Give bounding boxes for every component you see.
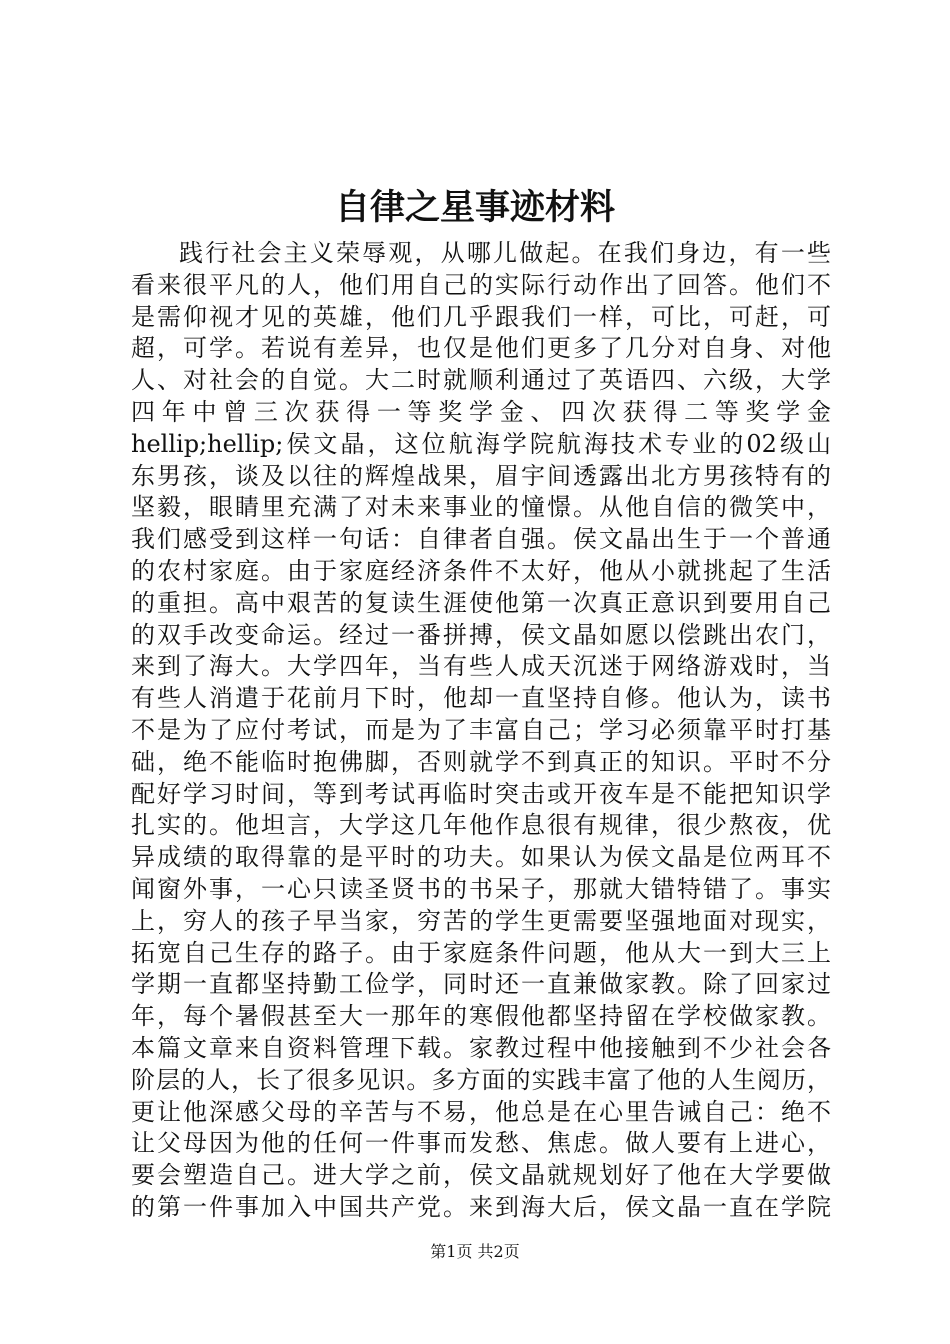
body-line-26: 本篇文章来自资料管理下载。家教过程中他接触到不少社会各 <box>131 1033 831 1062</box>
body-line-20: 异成绩的取得靠的是平时的功夫。如果认为侯文晶是位两耳不 <box>131 843 831 872</box>
body-line-7: hellip;hellip;侯文晶，这位航海学院航海技术专业的02级山 <box>131 429 831 458</box>
body-line-8: 东男孩，谈及以往的辉煌战果，眉宇间透露出北方男孩特有的 <box>131 461 831 490</box>
body-line-22: 上，穷人的孩子早当家，穷苦的学生更需要坚强地面对现实， <box>131 906 831 935</box>
body-line-29: 让父母因为他的任何一件事而发愁、焦虑。做人要有上进心， <box>131 1129 831 1158</box>
body-line-25: 年，每个暑假甚至大一那年的寒假他都坚持留在学校做家教。 <box>131 1002 831 1031</box>
body-line-10: 我们感受到这样一句话：自律者自强。侯文晶出生于一个普通 <box>131 525 831 554</box>
body-line-13: 的双手改变命运。经过一番拼搏，侯文晶如愿以偿跳出农门， <box>131 620 831 649</box>
body-line-11: 的农村家庭。由于家庭经济条件不太好，他从小就挑起了生活 <box>131 556 831 585</box>
body-line-24: 学期一直都坚持勤工俭学，同时还一直兼做家教。除了回家过 <box>131 970 831 999</box>
body-line-15: 有些人消遣于花前月下时，他却一直坚持自修。他认为，读书 <box>131 684 831 713</box>
body-line-27: 阶层的人，长了很多见识。多方面的实践丰富了他的人生阅历， <box>131 1065 831 1094</box>
body-line-3: 是需仰视才见的英雄，他们几乎跟我们一样，可比，可赶，可 <box>131 302 831 331</box>
body-line-1: 践行社会主义荣辱观，从哪儿做起。在我们身边，有一些 <box>179 239 831 267</box>
body-line-18: 配好学习时间，等到考试再临时突击或开夜车是不能把知识学 <box>131 779 831 808</box>
body-line-21: 闻窗外事，一心只读圣贤书的书呆子，那就大错特错了。事实 <box>131 874 831 903</box>
page-footer: 第1页 共2页 <box>430 1242 520 1261</box>
body-line-31: 的第一件事加入中国共产党。来到海大后，侯文晶一直在学院 <box>131 1192 831 1221</box>
body-line-4: 超，可学。若说有差异，也仅是他们更多了几分对自身、对他 <box>131 334 831 363</box>
body-line-6: 四年中曾三次获得一等奖学金、四次获得二等奖学金 <box>131 397 831 426</box>
document-title: 自律之星事迹材料 <box>334 188 615 228</box>
body-line-23: 拓宽自己生存的路子。由于家庭条件问题，他从大一到大三上 <box>131 938 831 967</box>
body-line-28: 更让他深感父母的辛苦与不易，他总是在心里告诫自己：绝不 <box>131 1097 831 1126</box>
body-line-14: 来到了海大。大学四年，当有些人成天沉迷于网络游戏时，当 <box>131 652 831 681</box>
body-line-19: 扎实的。他坦言，大学这几年他作息很有规律，很少熬夜，优 <box>131 811 831 840</box>
body-line-5: 人、对社会的自觉。大二时就顺利通过了英语四、六级，大学 <box>131 366 831 395</box>
body-line-2: 看来很平凡的人，他们用自己的实际行动作出了回答。他们不 <box>131 270 831 299</box>
document-body <box>131 238 831 1224</box>
body-line-9: 坚毅，眼睛里充满了对未来事业的憧憬。从他自信的微笑中， <box>131 493 831 522</box>
body-line-16: 不是为了应付考试，而是为了丰富自己；学习必须靠平时打基 <box>131 715 831 744</box>
body-line-12: 的重担。高中艰苦的复读生涯使他第一次真正意识到要用自己 <box>131 588 831 617</box>
body-line-30: 要会塑造自己。进大学之前，侯文晶就规划好了他在大学要做 <box>131 1161 831 1190</box>
body-line-17: 础，绝不能临时抱佛脚，否则就学不到真正的知识。平时不分 <box>131 747 831 776</box>
